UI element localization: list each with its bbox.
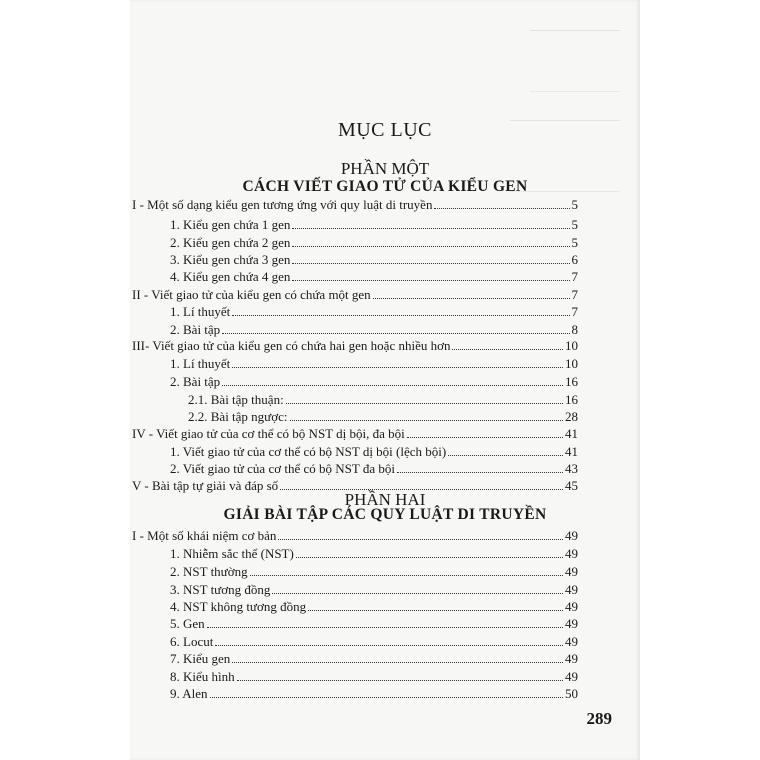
dot-leader	[448, 455, 563, 456]
toc-entry-label: 4. NST không tương đồng	[170, 599, 307, 614]
dot-leader	[232, 367, 563, 368]
book-page	[130, 0, 640, 760]
toc-entry-page: 50	[565, 686, 578, 701]
page-number: 289	[586, 709, 612, 728]
dot-leader	[232, 662, 563, 663]
toc-entry-label: 2.1. Bài tập thuận:	[188, 392, 284, 407]
toc-entry-label: 9. Alen	[170, 686, 208, 701]
part-two-label: PHẦN HAI	[344, 490, 426, 509]
toc-entry-label: I - Một số dạng kiểu gen tương ứng với quy luật di truyền	[132, 197, 433, 212]
toc-entry-page: 49	[565, 582, 578, 597]
dot-leader	[222, 385, 563, 386]
dot-leader	[452, 349, 563, 350]
toc-entry-label: 1. Kiểu gen chứa 1 gen	[170, 217, 291, 232]
toc-entry	[170, 302, 578, 320]
toc-entry	[170, 667, 578, 685]
toc-entry	[170, 442, 578, 460]
toc-entry-label: 1. Lí thuyết	[170, 304, 231, 319]
toc-entry-page: 49	[565, 528, 578, 543]
toc-entry-page: 49	[565, 651, 578, 666]
toc-entry	[170, 684, 578, 702]
toc-entry	[170, 250, 578, 268]
toc-entry-label: III- Viết giao tử của kiểu gen có chứa hai gen hoặc nhiều hơn	[132, 338, 451, 353]
toc-entry	[170, 614, 578, 632]
dot-leader	[292, 246, 569, 247]
toc-entry-label: 2. Viết giao tử của cơ thể có bộ NST đa bội	[170, 461, 395, 476]
toc-entry-page: 8	[571, 322, 578, 337]
toc-entry	[188, 407, 578, 425]
dot-leader	[237, 680, 563, 681]
toc-entry-label: 8. Kiểu hình	[170, 669, 235, 684]
toc-entry	[170, 233, 578, 251]
toc-entry	[188, 390, 578, 408]
dot-leader	[207, 627, 563, 628]
part-one-heading: CÁCH VIẾT GIAO TỬ CỦA KIỂU GEN	[242, 178, 528, 195]
toc-entry-page: 5	[571, 197, 578, 212]
toc-entry-label: 3. Kiểu gen chứa 3 gen	[170, 252, 291, 267]
dot-leader	[278, 539, 563, 540]
show-through-marks	[530, 30, 620, 92]
toc-entry-page: 41	[565, 444, 578, 459]
toc-entry	[132, 195, 578, 213]
dot-leader	[292, 228, 569, 229]
dot-leader	[286, 403, 563, 404]
toc-entry-page: 5	[571, 217, 578, 232]
dot-leader	[272, 593, 563, 594]
toc-entry	[132, 424, 578, 442]
toc-entry	[170, 632, 578, 650]
toc-entry-page: 10	[565, 338, 578, 353]
dot-leader	[292, 280, 569, 281]
toc-entry-page: 7	[571, 304, 578, 319]
toc-entry-page: 49	[565, 634, 578, 649]
toc-entry-label: II - Viết giao tử của kiểu gen có chứa một gen	[132, 287, 371, 302]
toc-entry	[170, 562, 578, 580]
toc-entry-label: I - Một số khái niệm cơ bản	[132, 528, 277, 543]
page-title: MỤC LỤC	[337, 119, 433, 141]
toc-entry-page: 6	[571, 252, 578, 267]
part-one-label: PHẦN MỘT	[340, 159, 430, 178]
toc-entry-label: 3. NST tương đồng	[170, 582, 271, 597]
toc-entry	[170, 372, 578, 390]
toc-entry-label: 2. Kiểu gen chứa 2 gen	[170, 235, 291, 250]
toc-entry-page: 49	[565, 546, 578, 561]
toc-entry-page: 28	[565, 409, 578, 424]
toc-entry-label: 1. Viết giao tử của cơ thể có bộ NST dị bội (lệch bội)	[170, 444, 447, 459]
toc-entry	[170, 649, 578, 667]
toc-entry	[170, 267, 578, 285]
toc-entry	[132, 526, 578, 544]
toc-entry-page: 16	[565, 374, 578, 389]
dot-leader	[232, 315, 569, 316]
toc-entry-page: 49	[565, 616, 578, 631]
toc-entry-label: 5. Gen	[170, 616, 205, 631]
toc-entry-label: 4. Kiểu gen chứa 4 gen	[170, 269, 291, 284]
toc-entry-page: 45	[565, 478, 578, 493]
toc-entry	[170, 580, 578, 598]
toc-entry-label: 2.2. Bài tập ngược:	[188, 409, 288, 424]
toc-entry-label: 7. Kiểu gen	[170, 651, 231, 666]
toc-entry-page: 43	[565, 461, 578, 476]
toc-entry	[170, 459, 578, 477]
dot-leader	[222, 333, 569, 334]
toc-entry-page: 7	[571, 269, 578, 284]
toc-entry-page: 7	[571, 287, 578, 302]
toc-entry-label: 1. Lí thuyết	[170, 356, 231, 371]
toc-entry	[170, 354, 578, 372]
toc-entry-label: 2. NST thường	[170, 564, 248, 579]
toc-entry-label: IV - Viết giao tử của cơ thể có bộ NST dị bội, đa bội	[132, 426, 405, 441]
dot-leader	[290, 420, 564, 421]
toc-entry-label: 2. Bài tập	[170, 374, 221, 389]
toc-entry-page: 41	[565, 426, 578, 441]
toc-entry-page: 49	[565, 599, 578, 614]
dot-leader	[215, 645, 563, 646]
toc-entry-page: 5	[571, 235, 578, 250]
dot-leader	[250, 575, 563, 576]
dot-leader	[292, 263, 569, 264]
dot-leader	[308, 610, 563, 611]
dot-leader	[373, 298, 570, 299]
toc-entry	[170, 597, 578, 615]
toc-entry-page: 49	[565, 669, 578, 684]
toc-entry-page: 16	[565, 392, 578, 407]
toc-entry	[170, 215, 578, 233]
toc-entry-label: 1. Nhiễm sắc thể (NST)	[170, 546, 294, 561]
dot-leader	[296, 557, 563, 558]
dot-leader	[407, 437, 563, 438]
dot-leader	[397, 472, 563, 473]
toc-entry-page: 49	[565, 564, 578, 579]
toc-entry-label: 6. Locut	[170, 634, 214, 649]
dot-leader	[210, 697, 563, 698]
toc-entry-page: 10	[565, 356, 578, 371]
toc-entry	[132, 285, 578, 303]
toc-entry	[132, 336, 578, 354]
toc-entry-label: 2. Bài tập	[170, 322, 221, 337]
toc-entry	[170, 544, 578, 562]
part-two-heading: GIẢI BÀI TẬP CÁC QUY LUẬT DI TRUYỀN	[223, 506, 547, 523]
toc-entry-label: V - Bài tập tự giải và đáp số	[132, 478, 279, 493]
dot-leader	[434, 208, 569, 209]
